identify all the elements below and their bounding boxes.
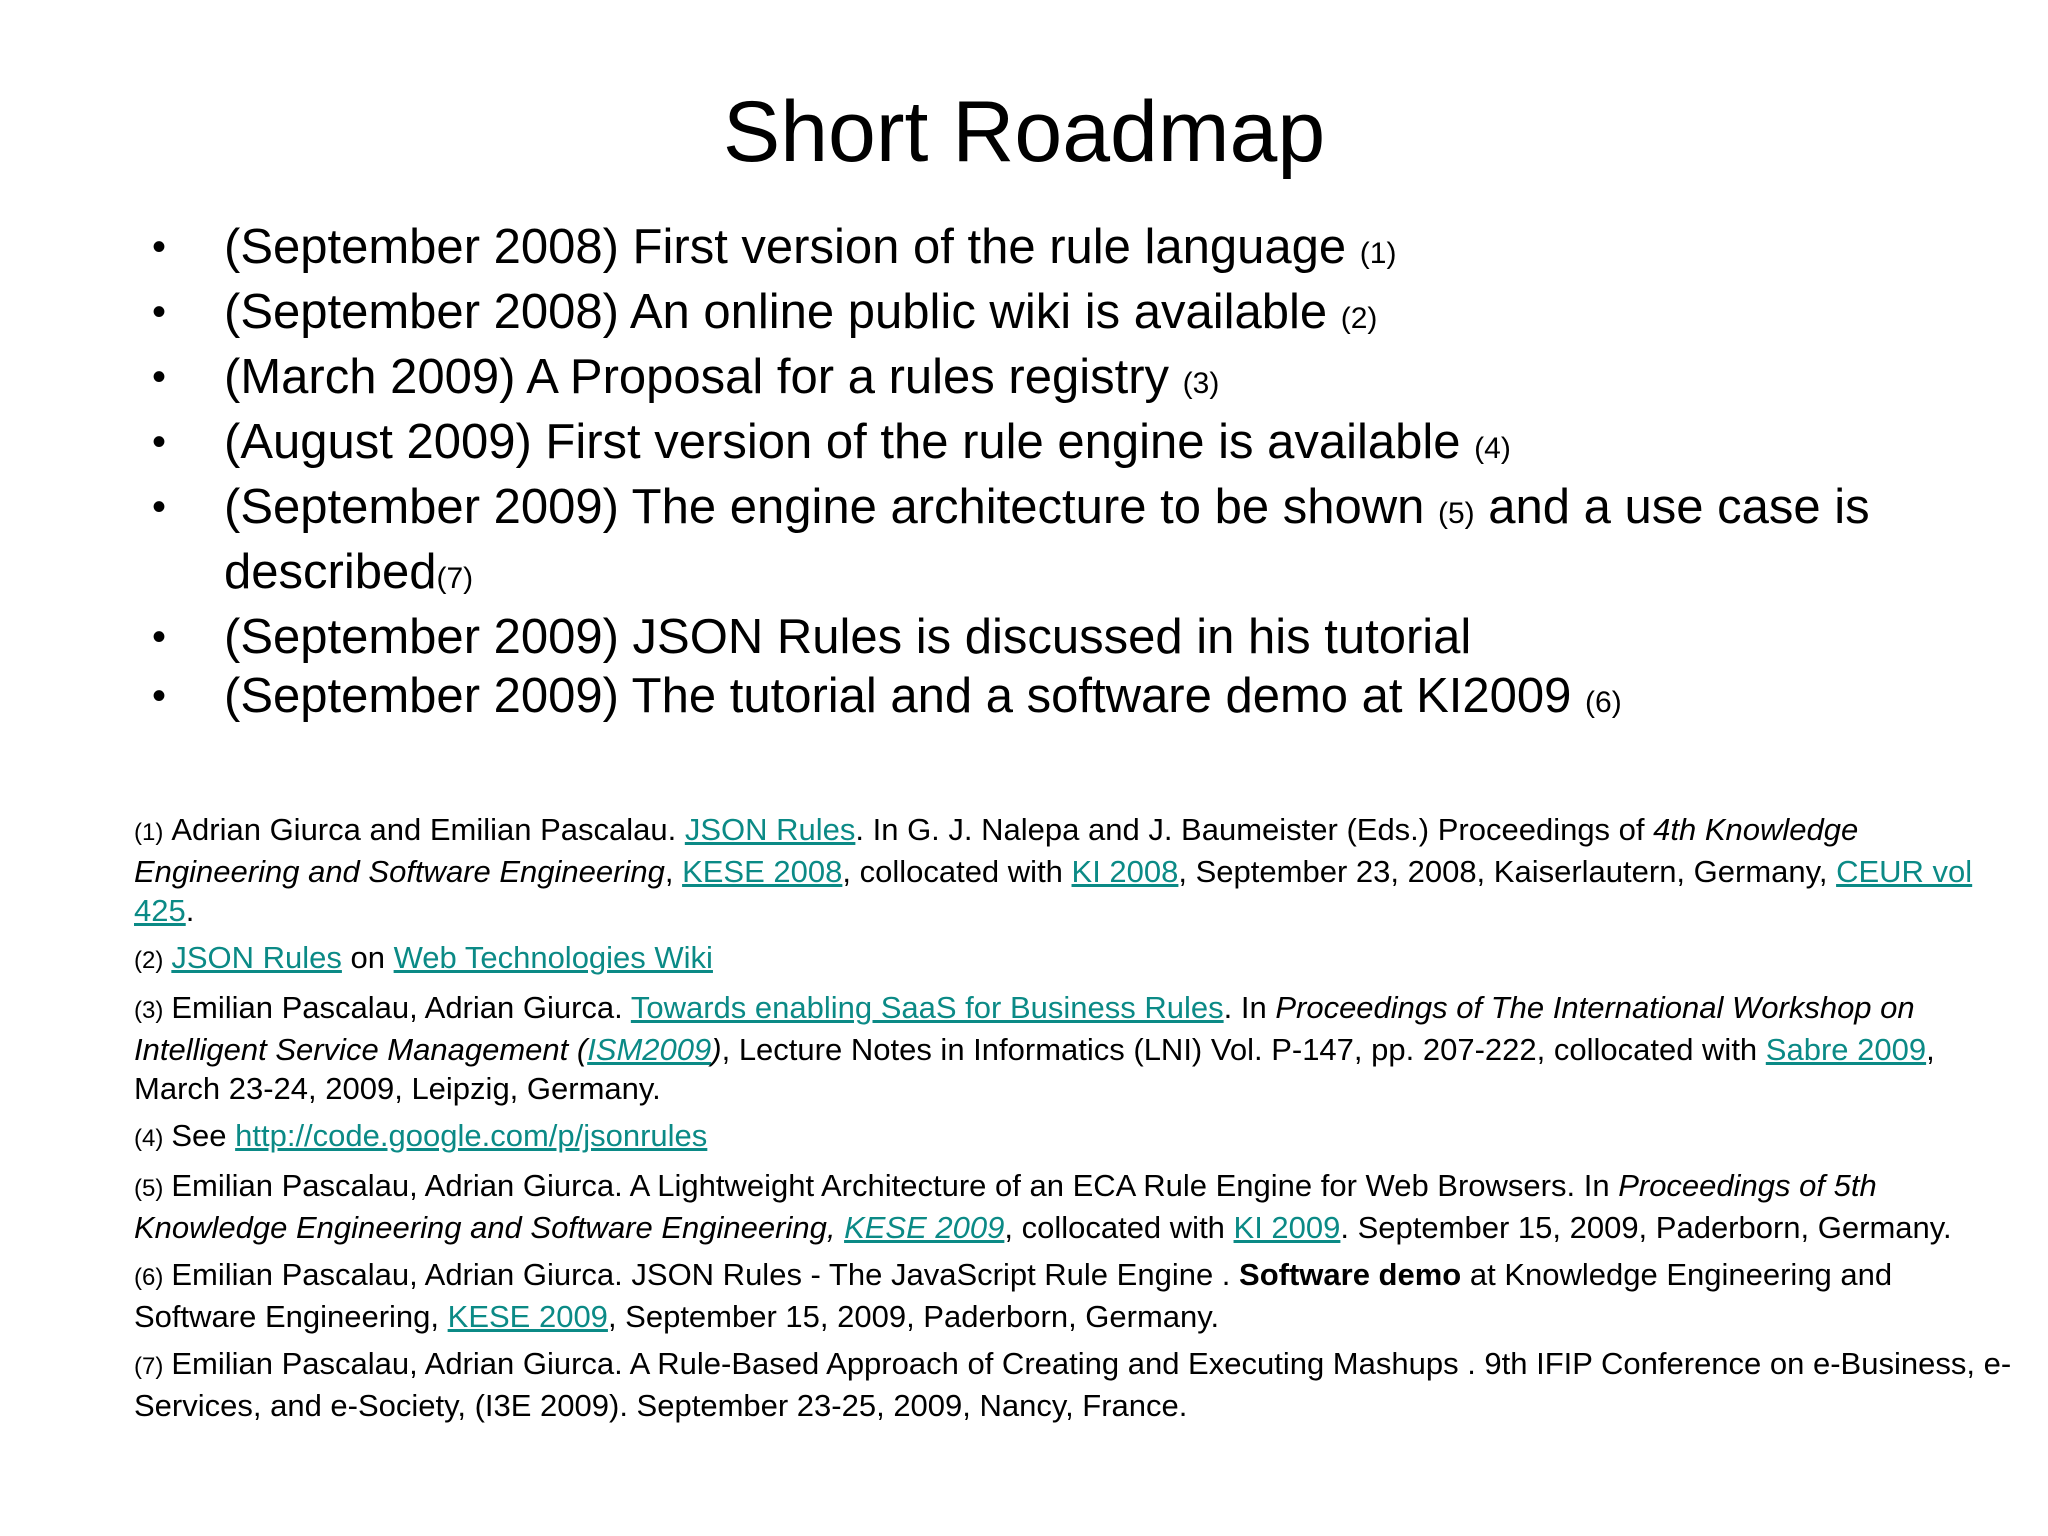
reference-text: Adrian Giurca and Emilian Pascalau. [171,812,685,847]
kese-2009-link[interactable]: KESE 2009 [844,1210,1005,1245]
reference-number: (5) [134,1175,164,1202]
reference-number: (1) [134,819,164,846]
bullet-text-continued: and a use case is described [224,480,1870,599]
bullet-icon: • [152,485,167,529]
google-code-link[interactable]: http://code.google.com/p/jsonrules [235,1118,708,1153]
venue-title: Proceedings of The International Workshop on Intelligent Service Management ( [134,990,1915,1067]
reference-7 [134,1344,2014,1425]
references [134,810,2014,1433]
reference-text: Emilian Pascalau, Adrian Giurca. A Rule-Based Approach of Creating and Executing Mashups . 9th IFIP Conference on e-Business, e-Services, and e-Society, (I3E 2009). September 23-25, 2009, Nancy, France. [134,1346,2012,1423]
reference-3 [134,988,2014,1108]
reference-text: . In [1223,990,1276,1025]
venue-title: Proceedings of 5th Knowledge Engineering and Software Engineering, [134,1168,1877,1245]
list-item [152,348,1952,413]
bullet-icon: • [152,290,167,334]
bullet-text: (September 2009) The tutorial and a software demo at KI2009 [224,669,1586,723]
kese-2009-link[interactable]: KESE 2009 [447,1299,608,1334]
bullet-icon: • [152,225,167,269]
footnote-marker: (3) [1182,367,1220,400]
reference-6 [134,1255,2014,1336]
reference-number: (4) [134,1125,164,1152]
bullet-icon: • [152,674,167,718]
list-item [152,218,1952,283]
footnote-marker: (2) [1340,302,1378,335]
ki-2009-link[interactable]: KI 2009 [1233,1210,1341,1245]
footnote-marker: (7) [436,562,474,595]
ism2009-link[interactable]: ISM2009 [587,1032,712,1067]
reference-text: . In G. J. Nalepa and J. Baumeister (Eds.) Proceedings of [855,812,1654,847]
slide-title: Short Roadmap [722,84,1326,180]
reference-text: See [171,1118,236,1153]
reference-number: (3) [134,997,164,1024]
bullet-icon: • [152,420,167,464]
list-item [152,413,1952,478]
bullet-icon: • [152,615,167,659]
list-item [152,478,1952,608]
reference-text: , September 15, 2009, Paderborn, Germany. [607,1299,1220,1334]
bullet-text: (September 2008) First version of the rule language [224,220,1360,274]
reference-number: (2) [134,947,164,974]
bullet-icon: • [152,355,167,399]
bullet-text: (August 2009) First version of the rule engine is available [224,415,1475,469]
reference-4 [134,1116,2014,1158]
bullet-text: (September 2009) JSON Rules is discussed in his tutorial [224,610,1472,664]
kese-2008-link[interactable]: KESE 2008 [682,854,843,889]
reference-5 [134,1166,2014,1247]
reference-text: . September 15, 2009, Paderborn, Germany. [1340,1210,1952,1245]
bullet-text: (September 2009) The engine architecture to be shown [224,480,1438,534]
ki-2008-link[interactable]: KI 2008 [1071,854,1179,889]
reference-text: , Lecture Notes in Informatics (LNI) Vol. P-147, pp. 207-222, collocated with [721,1032,1766,1067]
reference-2 [134,938,2014,980]
reference-text: , collocated with [842,854,1072,889]
reference-text: , September 23, 2008, Kaiserlautern, Germany, [1178,854,1837,889]
list-item [152,283,1952,348]
roadmap-list [152,218,1952,732]
reference-number: (6) [134,1264,164,1291]
reference-1 [134,810,2014,930]
web-technologies-wiki-link[interactable]: Web Technologies Wiki [393,940,713,975]
sabre-2009-link[interactable]: Sabre 2009 [1765,1032,1927,1067]
list-item [152,608,1952,667]
reference-text: Emilian Pascalau, Adrian Giurca. JSON Rules - The JavaScript Rule Engine . [171,1257,1240,1292]
footnote-marker: (6) [1585,686,1622,719]
venue-title: ) [711,1032,722,1067]
reference-text: , collocated with [1004,1210,1234,1245]
footnote-marker: (1) [1359,237,1397,270]
saas-paper-link[interactable]: Towards enabling SaaS for Business Rules [630,990,1224,1025]
bullet-text: (March 2009) A Proposal for a rules registry [224,350,1183,404]
reference-text: , March 23-24, 2009, Leipzig, Germany. [134,1032,1935,1106]
software-demo-label: Software demo [1239,1257,1462,1292]
footnote-marker: (4) [1474,432,1511,465]
venue-title: 4th Knowledge Engineering and Software Engineering [134,812,1859,889]
reference-text: . [185,893,195,928]
reference-text: Emilian Pascalau, Adrian Giurca. [171,990,631,1025]
reference-text: , [664,854,683,889]
json-rules-wiki-link[interactable]: JSON Rules [171,940,342,975]
json-rules-link[interactable]: JSON Rules [684,812,856,847]
list-item [152,667,1952,732]
reference-number: (7) [134,1353,164,1380]
bullet-text: (September 2008) An online public wiki is available [224,285,1341,339]
reference-text: Emilian Pascalau, Adrian Giurca. A Lightweight Architecture of an ECA Rule Engine for Web Browsers. In [171,1168,1619,1203]
reference-text: at Knowledge Engineering and Software Engineering, [134,1257,1893,1334]
ceur-link[interactable]: CEUR vol 425 [134,854,1973,928]
footnote-marker: (5) [1437,497,1475,530]
reference-text: on [341,940,394,975]
